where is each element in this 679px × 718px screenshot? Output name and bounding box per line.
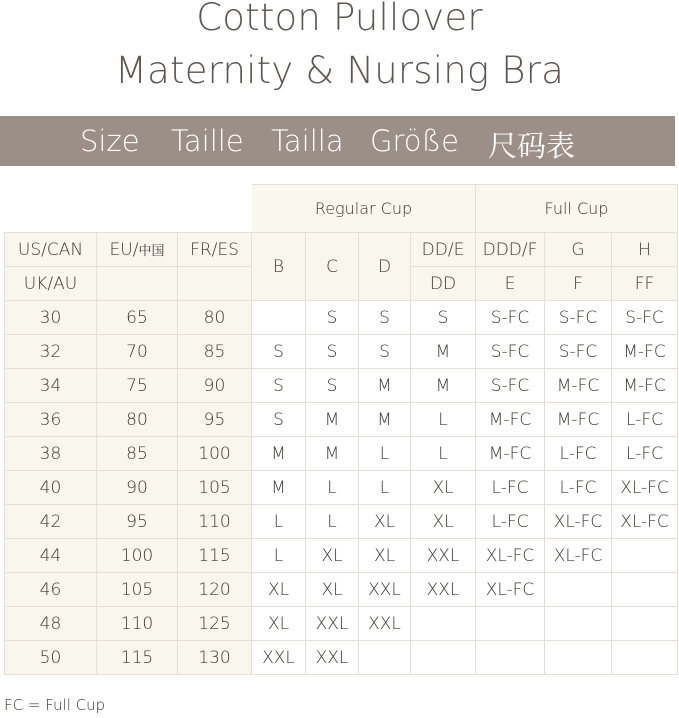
- size-cell: S: [252, 369, 306, 403]
- blank-corner: [5, 185, 252, 233]
- size-cell: S: [252, 335, 306, 369]
- band-size-cell: 44: [5, 539, 97, 573]
- size-cell: S-FC: [476, 335, 545, 369]
- band-size-cell: 42: [5, 505, 97, 539]
- size-cell: XL-FC: [612, 505, 678, 539]
- size-cell: XL: [411, 471, 476, 505]
- size-cell: S: [411, 301, 476, 335]
- size-cell: L: [252, 505, 306, 539]
- band-size-cell: 46: [5, 573, 97, 607]
- band-size-cell: 125: [178, 607, 252, 641]
- size-cell: S-FC: [476, 301, 545, 335]
- size-cell: M: [306, 403, 359, 437]
- size-cell: S: [306, 301, 359, 335]
- uk-dd-header: DD: [411, 267, 476, 301]
- table-row: [5, 539, 678, 573]
- band-size-cell: 80: [97, 403, 178, 437]
- size-cell: XXL: [359, 607, 411, 641]
- size-cell: XXL: [252, 641, 306, 675]
- size-cell: XXL: [359, 573, 411, 607]
- size-cell: L-FC: [476, 471, 545, 505]
- size-cell: M-FC: [545, 403, 612, 437]
- size-cell: [411, 607, 476, 641]
- size-cell: S: [359, 335, 411, 369]
- band-size-cell: 32: [5, 335, 97, 369]
- size-table: [4, 184, 678, 675]
- size-cell: M: [359, 403, 411, 437]
- uk-e-header: E: [476, 267, 545, 301]
- size-cell: M-FC: [476, 403, 545, 437]
- table-row: [5, 573, 678, 607]
- band-size-cell: 120: [178, 573, 252, 607]
- size-cell: S: [306, 335, 359, 369]
- size-cell: L-FC: [545, 471, 612, 505]
- cup-g-header: G: [545, 233, 612, 267]
- size-cell: M: [252, 471, 306, 505]
- size-cell: M-FC: [612, 335, 678, 369]
- band-size-cell: 34: [5, 369, 97, 403]
- title-line-2: Maternity & Nursing Bra: [115, 49, 564, 92]
- size-cell: XL-FC: [545, 505, 612, 539]
- band-size-cell: 90: [97, 471, 178, 505]
- size-cell: XL-FC: [476, 539, 545, 573]
- size-cell: M-FC: [545, 369, 612, 403]
- size-cell: M: [411, 369, 476, 403]
- size-cell: [612, 641, 678, 675]
- size-cell: XL: [252, 607, 306, 641]
- size-cell: S-FC: [545, 335, 612, 369]
- band-size-cell: 65: [97, 301, 178, 335]
- size-cell: L-FC: [612, 403, 678, 437]
- size-cell: S-FC: [545, 301, 612, 335]
- cup-h-header: H: [612, 233, 678, 267]
- banner-taille: Taille: [171, 124, 244, 158]
- uk-f-header: F: [545, 267, 612, 301]
- band-size-cell: 115: [178, 539, 252, 573]
- uk-au-header: UK/AU: [5, 267, 97, 301]
- size-cell: [545, 607, 612, 641]
- size-cell: S: [359, 301, 411, 335]
- size-cell: XXL: [306, 641, 359, 675]
- size-cell: XXL: [306, 607, 359, 641]
- size-cell: [476, 607, 545, 641]
- size-cell: S: [252, 403, 306, 437]
- size-cell: L-FC: [612, 437, 678, 471]
- size-cell: L: [252, 539, 306, 573]
- size-cell: S-FC: [476, 369, 545, 403]
- size-cell: L: [359, 471, 411, 505]
- size-cell: XL: [411, 505, 476, 539]
- table-row: [5, 641, 678, 675]
- cup-ddd-f-header: DDD/F: [476, 233, 545, 267]
- size-cell: [252, 301, 306, 335]
- table-row: [5, 335, 678, 369]
- size-cell: S-FC: [612, 301, 678, 335]
- band-size-cell: 80: [178, 301, 252, 335]
- table-row: [5, 301, 678, 335]
- full-cup-header: Full Cup: [476, 185, 678, 233]
- table-row: [5, 607, 678, 641]
- size-cell: XL: [252, 573, 306, 607]
- banner-size: Size: [80, 124, 140, 158]
- band-size-cell: 85: [178, 335, 252, 369]
- title-line-1: Cotton Pullover: [196, 0, 483, 39]
- size-cell: [359, 641, 411, 675]
- size-cell: XL-FC: [545, 539, 612, 573]
- size-cell: XL-FC: [612, 471, 678, 505]
- table-row: [5, 505, 678, 539]
- size-cell: M: [306, 437, 359, 471]
- size-cell: XL-FC: [476, 573, 545, 607]
- size-cell: L-FC: [476, 505, 545, 539]
- size-cell: XL: [306, 573, 359, 607]
- size-cell: L: [306, 471, 359, 505]
- band-size-cell: 36: [5, 403, 97, 437]
- uk-ff-header: FF: [612, 267, 678, 301]
- size-cell: L: [411, 403, 476, 437]
- band-size-cell: 105: [178, 471, 252, 505]
- banner-grosse: Größe: [370, 124, 459, 158]
- size-cell: S: [306, 369, 359, 403]
- band-size-cell: 90: [178, 369, 252, 403]
- regular-cup-header: Regular Cup: [252, 185, 476, 233]
- size-cell: L: [411, 437, 476, 471]
- size-cell: XXL: [411, 539, 476, 573]
- cup-dd-e-header: DD/E: [411, 233, 476, 267]
- band-size-cell: 48: [5, 607, 97, 641]
- table-row: [5, 403, 678, 437]
- size-cell: M: [252, 437, 306, 471]
- footnote: FC = Full Cup: [4, 696, 106, 714]
- size-cell: XL: [359, 505, 411, 539]
- size-banner: [0, 116, 675, 166]
- cn-label: 中国: [138, 243, 165, 259]
- size-cell: [411, 641, 476, 675]
- band-size-cell: 40: [5, 471, 97, 505]
- eu-label: EU/: [109, 239, 139, 260]
- fr-blank: [178, 267, 252, 301]
- size-cell: M-FC: [612, 369, 678, 403]
- fr-es-header: FR/ES: [178, 233, 252, 267]
- band-size-cell: 115: [97, 641, 178, 675]
- size-cell: XL: [359, 539, 411, 573]
- band-size-cell: 95: [178, 403, 252, 437]
- cup-b-header: B: [252, 233, 306, 301]
- band-size-cell: 95: [97, 505, 178, 539]
- table-row: [5, 437, 678, 471]
- band-size-cell: 110: [178, 505, 252, 539]
- size-cell: M: [359, 369, 411, 403]
- size-cell: L-FC: [545, 437, 612, 471]
- us-can-header: US/CAN: [5, 233, 97, 267]
- band-size-cell: 130: [178, 641, 252, 675]
- band-size-cell: 105: [97, 573, 178, 607]
- table-row: [5, 369, 678, 403]
- band-size-cell: 100: [97, 539, 178, 573]
- cup-c-header: C: [306, 233, 359, 301]
- size-cell: [612, 539, 678, 573]
- banner-tailla: Tailla: [271, 124, 344, 158]
- band-size-cell: 100: [178, 437, 252, 471]
- size-cell: M-FC: [476, 437, 545, 471]
- band-size-cell: 85: [97, 437, 178, 471]
- size-cell: [612, 573, 678, 607]
- size-cell: M: [411, 335, 476, 369]
- size-cell: [612, 607, 678, 641]
- cup-d-header: D: [359, 233, 411, 301]
- size-cell: [476, 641, 545, 675]
- band-size-cell: 75: [97, 369, 178, 403]
- band-size-cell: 38: [5, 437, 97, 471]
- band-size-cell: 110: [97, 607, 178, 641]
- band-size-cell: 30: [5, 301, 97, 335]
- eu-cn-header: [97, 233, 178, 267]
- size-cell: XXL: [411, 573, 476, 607]
- size-cell: XL: [306, 539, 359, 573]
- size-cell: L: [306, 505, 359, 539]
- size-cell: [545, 641, 612, 675]
- banner-chinese: 尺码表: [488, 129, 576, 163]
- table-row: [5, 471, 678, 505]
- band-size-cell: 70: [97, 335, 178, 369]
- size-cell: L: [359, 437, 411, 471]
- band-size-cell: 50: [5, 641, 97, 675]
- size-cell: [545, 573, 612, 607]
- eu-blank: [97, 267, 178, 301]
